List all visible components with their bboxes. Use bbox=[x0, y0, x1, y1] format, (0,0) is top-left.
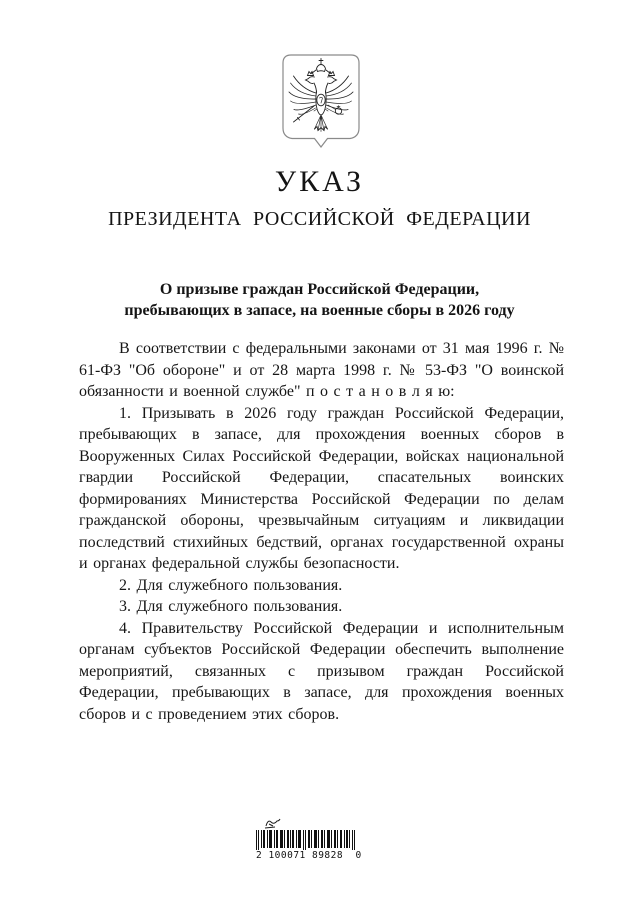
decree-title: УКАЗ bbox=[274, 165, 365, 198]
barcode-block bbox=[256, 817, 368, 861]
barcode-digits: 2 100071 89828 0 bbox=[256, 850, 362, 861]
decree-paragraph-4: 4. Правительству Российской Федерации и исполнительным органам субъектов Российской Федерации обеспечить выполнение мероприятий, связанных с призывом граждан Российской Федерации, пребывающих в запасе, для прохождения военных сборов и с проведением этих сборов. bbox=[79, 619, 564, 723]
decree-subject-line2: пребывающих в запасе, на военные сборы в 2026 году bbox=[124, 302, 515, 319]
barcode-icon bbox=[256, 830, 356, 850]
decree-subject bbox=[0, 279, 639, 321]
decree-paragraph-2: 2. Для служебного пользования. bbox=[119, 576, 343, 594]
stamp-scribble-icon bbox=[264, 817, 282, 830]
decree-subtitle: ПРЕЗИДЕНТА РОССИЙСКОЙ ФЕДЕРАЦИИ bbox=[108, 208, 531, 230]
decree-paragraph-3: 3. Для служебного пользования. bbox=[119, 598, 343, 615]
decree-paragraph-1: 1. Призывать в 2026 году граждан Российской Федерации, пребывающих в запасе, для прохождения военных сборов в Вооруженных Силах Российской Федерации, войсках национальной гвардии Российской Федерации, спасательных воинских формированиях Министерства Российской Федерации по делам гражданской обороны, чрезвычайным ситуациям и ликвидации последствий стихийных бедствий, органах государственной охраны и органах федеральной службы безопасности. bbox=[79, 404, 564, 572]
decree-subject-line1: О призыве граждан Российской Федерации, bbox=[159, 281, 480, 298]
decree-paragraph-preamble: В соответствии с федеральными законами от 31 мая 1996 г. № 61-ФЗ "Об обороне" и от 28 марта 1998 г. № 53-ФЗ "О воинской обязанности и военной службе" п о с т а н о в л я ю: bbox=[79, 340, 564, 400]
decree-body bbox=[79, 338, 564, 725]
coat-of-arms-emblem bbox=[281, 53, 361, 153]
russia-coat-of-arms-icon bbox=[281, 53, 361, 153]
